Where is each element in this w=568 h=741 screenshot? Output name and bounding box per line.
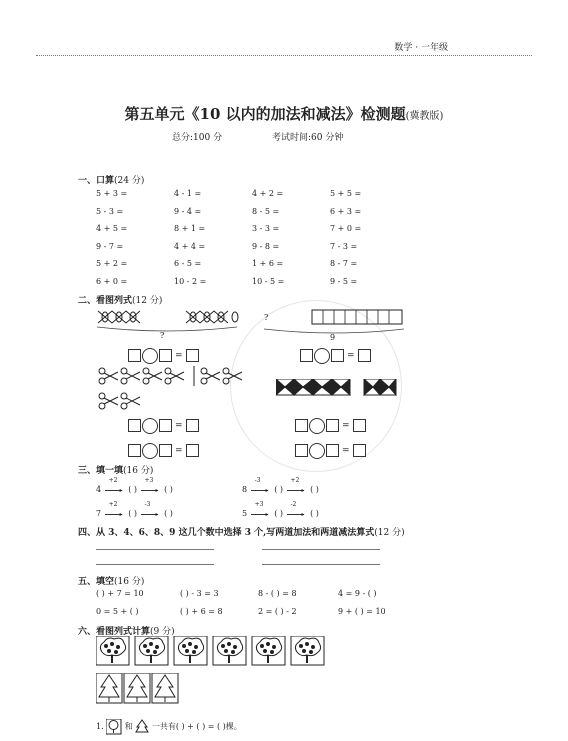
arrow-label: -3 bbox=[254, 477, 261, 484]
blank-item[interactable]: ( ) + 7 = 10 bbox=[96, 589, 144, 598]
arrow-chain bbox=[96, 501, 173, 520]
answer-line[interactable] bbox=[262, 549, 380, 550]
arrow: +2 ▸ bbox=[104, 508, 126, 520]
arrow-label: +2 bbox=[290, 477, 300, 484]
arrow-label: +3 bbox=[254, 501, 264, 508]
chain-start: 4 bbox=[96, 485, 102, 494]
oral-item[interactable]: 8 - 5 = bbox=[252, 206, 280, 216]
candy-picture bbox=[95, 305, 245, 345]
arrow-label: -2 bbox=[290, 501, 297, 508]
chain-start: 8 bbox=[242, 485, 248, 494]
oral-item[interactable]: 4 + 5 = bbox=[96, 224, 128, 233]
section-label: 四、从 3、4、6、8、9 这几个数中选择 3 个,写两道加法和两道减法算式 bbox=[78, 528, 375, 538]
arrow-label: -3 bbox=[144, 501, 151, 508]
answer-frame[interactable]: = bbox=[128, 415, 199, 434]
oral-item[interactable]: 4 + 2 = bbox=[252, 189, 284, 198]
pine-tree-icon bbox=[135, 719, 149, 735]
section-points: (9 分) bbox=[150, 627, 175, 637]
section-points: (16 分) bbox=[114, 577, 145, 587]
header-divider bbox=[36, 55, 532, 56]
arrow-chain bbox=[242, 477, 319, 496]
answer-frame[interactable]: = bbox=[128, 345, 199, 364]
books-picture bbox=[262, 307, 412, 337]
page-title bbox=[0, 103, 568, 124]
oral-item[interactable]: 9 - 5 = bbox=[330, 276, 358, 286]
oral-item[interactable]: 8 + 1 = bbox=[174, 224, 206, 233]
oral-item[interactable]: 3 - 3 = bbox=[252, 224, 280, 233]
section-oral-heading bbox=[78, 173, 144, 186]
chain-blank[interactable]: ( ) bbox=[274, 509, 283, 518]
oral-item[interactable]: 7 + 0 = bbox=[330, 224, 362, 233]
blank-item[interactable]: 4 = 9 - ( ) bbox=[338, 589, 377, 598]
total-score: 总分:100 分 bbox=[172, 133, 223, 143]
answer-frame[interactable]: = bbox=[300, 345, 371, 364]
question-number: 1. bbox=[96, 722, 104, 731]
scissors-picture bbox=[96, 366, 256, 412]
section-points: (12 分) bbox=[374, 528, 405, 538]
arrow: +2 ▸ bbox=[286, 484, 308, 496]
oral-item[interactable]: 6 + 0 = bbox=[96, 276, 128, 286]
oral-item[interactable]: 4 - 1 = bbox=[174, 189, 202, 198]
apple-trees bbox=[96, 636, 336, 668]
answer-frame[interactable]: = bbox=[295, 415, 366, 434]
answer-line[interactable] bbox=[96, 564, 214, 565]
section-label: 三、填一填 bbox=[78, 466, 124, 476]
oral-item[interactable]: 9 - 8 = bbox=[252, 241, 280, 251]
oral-item[interactable]: 5 + 3 = bbox=[96, 189, 128, 198]
oral-item[interactable]: 1 + 6 = bbox=[252, 259, 284, 268]
blank-item[interactable]: 0 = 5 + ( ) bbox=[96, 607, 139, 616]
section-label: 五、填空 bbox=[78, 577, 115, 587]
header-subject: 数学 · 一年级 bbox=[394, 43, 448, 53]
brace bbox=[97, 327, 237, 331]
section-choose-heading bbox=[78, 525, 405, 538]
blank-item[interactable]: ( ) - 3 = 3 bbox=[180, 589, 219, 598]
section-points: (24 分) bbox=[114, 176, 145, 186]
chain-blank[interactable]: ( ) bbox=[164, 485, 173, 494]
section-label: 二、看图列式 bbox=[78, 296, 133, 306]
oral-item[interactable]: 4 + 4 = bbox=[174, 241, 206, 251]
blank-item[interactable]: ( ) + 6 = 8 bbox=[180, 607, 223, 616]
section-label: 一、口算 bbox=[78, 176, 115, 186]
oral-item[interactable]: 6 - 5 = bbox=[174, 259, 202, 268]
arrow-label: +3 bbox=[144, 477, 154, 484]
oral-item[interactable]: 5 + 5 = bbox=[330, 189, 362, 198]
final-question bbox=[96, 719, 242, 735]
section-fill-heading bbox=[78, 463, 153, 476]
oral-item[interactable]: 5 - 3 = bbox=[96, 206, 124, 216]
chain-blank[interactable]: ( ) bbox=[274, 485, 283, 494]
chain-blank[interactable]: ( ) bbox=[310, 509, 319, 518]
apple-tree bbox=[96, 636, 129, 665]
triangle-tiles bbox=[276, 379, 401, 399]
arrow: +3 ▸ bbox=[140, 484, 162, 496]
oral-item[interactable]: 7 - 3 = bbox=[330, 241, 358, 251]
oral-item[interactable]: 10 - 5 = bbox=[252, 276, 285, 286]
oral-item[interactable]: 6 + 3 = bbox=[330, 206, 362, 216]
apple-tree-icon bbox=[106, 719, 122, 735]
chain-blank[interactable]: ( ) bbox=[128, 485, 137, 494]
arrow: +3 ▸ bbox=[250, 508, 272, 520]
final-text[interactable]: 一共有( ) + ( ) = ( )棵。 bbox=[151, 722, 242, 731]
blank-item[interactable]: 8 - ( ) = 8 bbox=[258, 589, 297, 598]
candy-group-right bbox=[186, 311, 238, 323]
oral-item[interactable]: 9 - 7 = bbox=[96, 241, 124, 251]
answer-line[interactable] bbox=[262, 564, 380, 565]
arrow: -2 ▸ bbox=[286, 508, 308, 520]
section-points: (12 分) bbox=[132, 296, 163, 306]
arrow-chain bbox=[242, 501, 319, 520]
total-nine: 9 bbox=[330, 333, 336, 342]
candy-group-left bbox=[98, 311, 140, 323]
question-mark: ? bbox=[160, 331, 165, 340]
chain-blank[interactable]: ( ) bbox=[310, 485, 319, 494]
section-label: 六、看图列式计算 bbox=[78, 627, 151, 637]
oral-item[interactable]: 5 + 2 = bbox=[96, 259, 128, 268]
arrow: -3 ▸ bbox=[250, 484, 272, 496]
arrow-label: +2 bbox=[108, 501, 118, 508]
arrow: +2 ▸ bbox=[104, 484, 126, 496]
section-blanks-heading bbox=[78, 574, 144, 587]
oral-item[interactable]: 10 - 2 = bbox=[174, 276, 207, 286]
chain-start: 7 bbox=[96, 509, 102, 518]
exam-time: 考试时间:60 分钟 bbox=[272, 133, 344, 143]
blank-item[interactable]: 2 = ( ) - 2 bbox=[258, 607, 297, 616]
apple-tree bbox=[291, 636, 324, 665]
arrow-chain bbox=[96, 477, 173, 496]
and-text: 和 bbox=[124, 722, 133, 731]
pine-trees bbox=[96, 673, 186, 705]
apple-tree bbox=[213, 636, 246, 665]
oral-item[interactable]: 9 - 4 = bbox=[174, 206, 202, 216]
question-mark-2: ? bbox=[264, 313, 269, 322]
apple-tree bbox=[174, 636, 207, 665]
answer-frame[interactable]: = bbox=[128, 440, 199, 459]
blank-item[interactable]: 9 + ( ) = 10 bbox=[338, 607, 386, 616]
title-edition: (冀教版) bbox=[405, 111, 444, 122]
apple-tree bbox=[135, 636, 168, 665]
answer-line[interactable] bbox=[96, 549, 214, 550]
title-main: 第五单元《10 以内的加法和减法》检测题 bbox=[124, 105, 406, 123]
chain-blank[interactable]: ( ) bbox=[164, 509, 173, 518]
oral-item[interactable]: 8 - 7 = bbox=[330, 259, 358, 268]
chain-blank[interactable]: ( ) bbox=[128, 509, 137, 518]
chain-start: 5 bbox=[242, 509, 248, 518]
apple-tree bbox=[252, 636, 285, 665]
arrow-label: +2 bbox=[108, 477, 118, 484]
section-points: (16 分) bbox=[123, 466, 154, 476]
answer-frame[interactable]: = bbox=[295, 440, 366, 459]
arrow: -3 ▸ bbox=[140, 508, 162, 520]
